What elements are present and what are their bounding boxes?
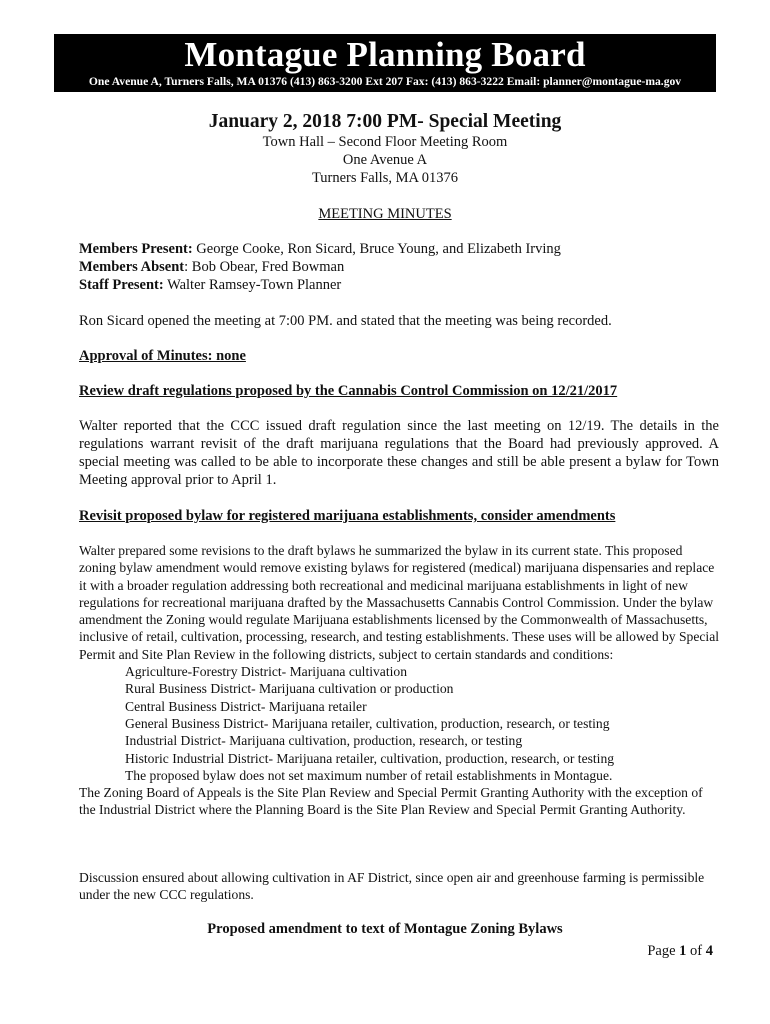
members-present-label: Members Present: <box>79 241 193 257</box>
zba-paragraph: The Zoning Board of Appeals is the Site Plan Review and Special Permit Granting Authority with the exception of the Industrial District where the Planning Board is the Site Plan Review and Special Permit Granting Authority. <box>79 785 703 818</box>
members-absent-names: : Bob Obear, Fred Bowman <box>184 259 345 275</box>
district-item: Rural Business District- Marijuana cultivation or production <box>125 681 454 697</box>
discussion-paragraph: Discussion ensured about allowing cultivation in AF District, since open air and greenhouse farming is permissible under the new CCC regulations. <box>79 870 705 903</box>
members-absent <box>79 258 719 276</box>
page-current: 1 <box>679 943 687 959</box>
staff-present-label: Staff Present: <box>79 277 164 293</box>
attendance-block <box>79 240 719 294</box>
amendment-heading: Proposed amendment to text of Montague Zoning Bylaws <box>207 921 563 937</box>
members-absent-label: Members Absent <box>79 259 185 275</box>
page-number <box>647 943 713 960</box>
minutes-heading: MEETING MINUTES <box>318 206 452 222</box>
page-prefix: Page <box>647 943 680 959</box>
review-paragraph: Walter reported that the CCC issued draft regulation since the last meeting on 12/19. The details in the regulations warrant revisit of the draft marijuana regulations that the Board had previously approved. A special meeting was called to be able to incorporate these changes and still be able present a bylaw for Town Meeting approval prior to April 1. <box>79 418 719 488</box>
district-item: Historic Industrial District- Marijuana retailer, cultivation, production, research, or testing <box>125 750 615 766</box>
district-item: General Business District- Marijuana retailer, cultivation, production, research, or testing <box>125 715 610 731</box>
approval-heading: Approval of Minutes: none <box>79 348 246 364</box>
contact-line: One Avenue A, Turners Falls, MA 01376 (413) 863-3200 Ext 207 Fax: (413) 863-3222 Email: planner@montague-ma.gov <box>88 75 682 88</box>
page-of: of <box>686 943 706 959</box>
district-item: Agriculture-Forestry District- Marijuana cultivation <box>125 664 407 680</box>
board-title: Montague Planning Board <box>184 35 586 74</box>
letterhead-banner <box>54 34 716 92</box>
revisit-block <box>79 542 719 819</box>
staff-present <box>79 276 719 294</box>
location-line-2: One Avenue A <box>342 152 428 168</box>
revisit-paragraph: Walter prepared some revisions to the draft bylaws he summarized the bylaw in its current state. This proposed zoning bylaw amendment would remove existing bylaws for registered (medical) marijuana dispensaries and replace it with a broader regulation addressing both recreational and medicinal marijuana establishments in light of new regulations for recreational marijuana drafted by the Massachusetts Cannabis Control Commission. Under the bylaw amendment the Zoning would regulate Marijuana establishments licensed by the Commonwealth of Massachusetts, inclusive of retail, cultivation, processing, research, and testing establishments. These uses will be allowed by Special Permit and Site Plan Review in the following districts, subject to certain standards and conditions: <box>79 543 720 662</box>
meeting-title: January 2, 2018 7:00 PM- Special Meeting <box>208 111 562 132</box>
members-present-names: George Cooke, Ron Sicard, Bruce Young, and Elizabeth Irving <box>192 241 561 257</box>
review-heading: Review draft regulations proposed by the Cannabis Control Commission on 12/21/2017 <box>79 383 618 399</box>
page-total: 4 <box>705 943 713 959</box>
district-item: Industrial District- Marijuana cultivation, production, research, or testing <box>125 733 523 749</box>
staff-present-names: Walter Ramsey-Town Planner <box>163 277 342 293</box>
location-line-1: Town Hall – Second Floor Meeting Room <box>262 134 508 150</box>
district-item: Central Business District- Marijuana retailer <box>125 698 367 714</box>
location-line-3: Turners Falls, MA 01376 <box>311 170 459 186</box>
members-present <box>79 240 719 258</box>
district-list <box>79 663 719 784</box>
district-item: The proposed bylaw does not set maximum number of retail establishments in Montague. <box>125 767 613 783</box>
revisit-heading: Revisit proposed bylaw for registered marijuana establishments, consider amendments <box>79 508 616 524</box>
opening-statement: Ron Sicard opened the meeting at 7:00 PM. and stated that the meeting was being recorded. <box>79 313 612 329</box>
